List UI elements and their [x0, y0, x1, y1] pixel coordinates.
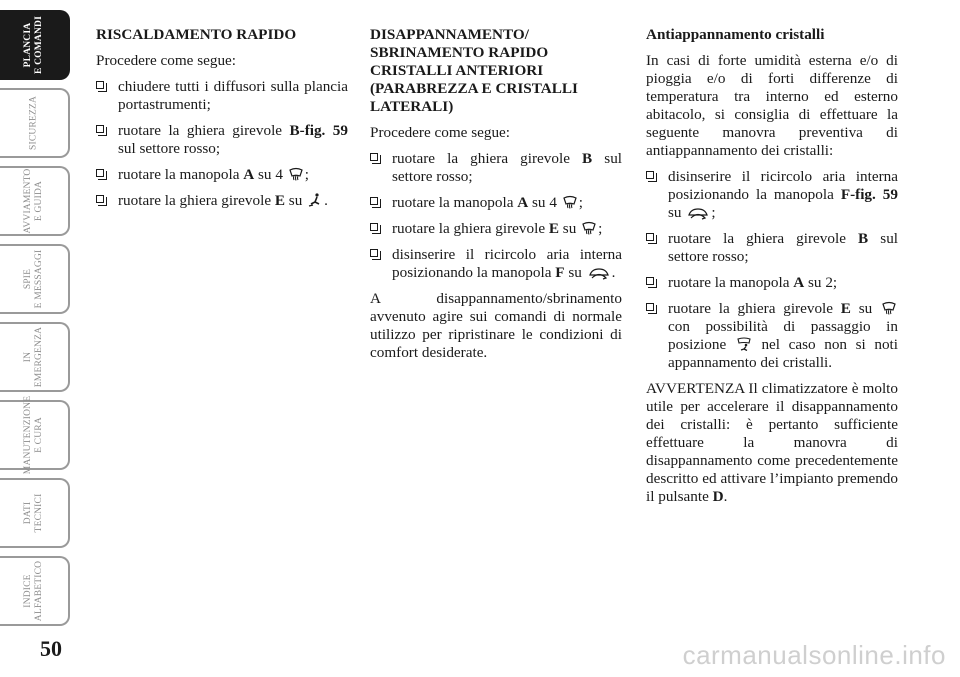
section-heading: DISAPPANNAMENTO/ SBRINAMENTO RAPIDO CRISTALLI ANTERIORI (PARABREZZA E CRISTALLI LATERALI) [370, 26, 578, 115]
list-item: chiudere tutti i diffusori sulla plancia portastrumenti; [96, 78, 348, 114]
list-item: ruotare la manopola A su 4 ; [370, 194, 622, 212]
tab-label-line: SPIE [23, 268, 33, 290]
tab-label-line: SICUREZZA [28, 95, 39, 151]
checkbox-bullet-icon [96, 195, 104, 203]
list-item: ruotare la ghiera girevole E su ; [370, 220, 622, 238]
tab-dati-tecnici[interactable] [0, 478, 70, 548]
checkbox-bullet-icon [646, 171, 654, 179]
windshield-defrost-icon [582, 221, 596, 235]
checkbox-bullet-icon [646, 303, 654, 311]
checkbox-bullet-icon [646, 277, 654, 285]
windshield-defrost-icon [563, 195, 577, 209]
tab-label-line: TECNICI [34, 493, 44, 533]
feet-airflow-icon [308, 193, 322, 207]
warning-text: AVVERTENZA Il climatizzatore è molto utile per accelerare il disappannamento dei cristalli: è pertanto sufficiente effettuare la manovra di disappannamento come precedentemente descritto ed attivare l’impianto premendo il pulsante D. [646, 380, 898, 505]
tab-label-line: EMERGENZA [34, 326, 44, 388]
list-item: ruotare la ghiera girevole E su con possibilità di passaggio in posizione nel caso non si noti appannamento dei cristalli. [646, 300, 898, 372]
outside-air-icon [588, 266, 610, 280]
intro-text: In casi di forte umidità esterna e/o di pioggia e/o di forti differenze di temperatura tra interno ed esterno abitacolo, si consiglia di effettuare la seguente manovra preventiva di antiappannamento dei cristalli: [646, 52, 898, 159]
tab-in-emergenza[interactable] [0, 322, 70, 392]
section-heading: RISCALDAMENTO RAPIDO [96, 26, 297, 43]
list-item: disinserire il ricircolo aria interna posizionando la manopola F su . [370, 246, 622, 282]
intro-text: Procedere come segue: [370, 124, 510, 141]
tab-label-line: E COMANDI [34, 15, 44, 75]
list-item: disinserire il ricircolo aria interna posizionando la manopola F-fig. 59 su ; [646, 168, 898, 222]
chapter-sidebar [0, 0, 76, 640]
checkbox-bullet-icon [646, 233, 654, 241]
step-list [646, 168, 898, 372]
step-list [370, 150, 622, 282]
checkbox-bullet-icon [370, 249, 378, 257]
tab-label-line: DATI [23, 501, 33, 525]
windshield-defrost-icon [882, 301, 896, 315]
tab-label-line: E CURA [34, 417, 44, 453]
closing-text: A disappannamento/sbrinamento avvenuto agire sui comandi di normale utilizzo per ripristinare le condizioni di comfort desiderate. [370, 290, 622, 361]
watermark: carmanualsonline.info [682, 640, 946, 670]
tab-label-line: INDICE [23, 574, 33, 608]
checkbox-bullet-icon [96, 125, 104, 133]
checkbox-bullet-icon [370, 153, 378, 161]
tab-indice-alfabetico[interactable] [0, 556, 70, 626]
tab-avviamento-guida[interactable] [0, 166, 70, 236]
column-antiappannamento [646, 26, 898, 514]
tab-label-line: ALFABETICO [34, 560, 44, 622]
list-item: ruotare la ghiera girevole B-fig. 59 sul settore rosso; [96, 122, 348, 158]
list-item: ruotare la ghiera girevole B sul settore rosso; [370, 150, 622, 186]
tab-label-line: E GUIDA [34, 180, 44, 222]
list-item: ruotare la ghiera girevole E su . [96, 192, 348, 210]
page-number: 50 [40, 636, 62, 661]
column-disappannamento-rapido [370, 26, 622, 370]
tab-sicurezza[interactable] [0, 88, 70, 158]
intro-text: Procedere come segue: [96, 52, 236, 69]
tab-label-line: E MESSAGGI [34, 249, 44, 309]
tab-spie-messaggi[interactable] [0, 244, 70, 314]
tab-label-line: AVVIAMENTO [23, 168, 33, 234]
section-heading: Antiappannamento cristalli [646, 26, 825, 43]
checkbox-bullet-icon [96, 81, 104, 89]
outside-air-icon [687, 206, 709, 220]
list-item: ruotare la ghiera girevole B sul settore rosso; [646, 230, 898, 266]
tab-plancia-comandi[interactable] [0, 10, 70, 80]
column-riscaldamento-rapido [96, 26, 348, 218]
checkbox-bullet-icon [370, 223, 378, 231]
list-item: ruotare la manopola A su 2; [646, 274, 898, 292]
tab-manutenzione-cura[interactable] [0, 395, 70, 475]
step-list [96, 78, 348, 210]
checkbox-bullet-icon [96, 169, 104, 177]
defrost-feet-icon [737, 337, 751, 351]
tab-label-line: IN [23, 351, 33, 363]
tab-label-line: MANUTENZIONE [23, 395, 33, 475]
windshield-defrost-icon [289, 167, 303, 181]
checkbox-bullet-icon [370, 197, 378, 205]
list-item: ruotare la manopola A su 4 ; [96, 166, 348, 184]
tab-label-line: PLANCIA [23, 22, 33, 68]
